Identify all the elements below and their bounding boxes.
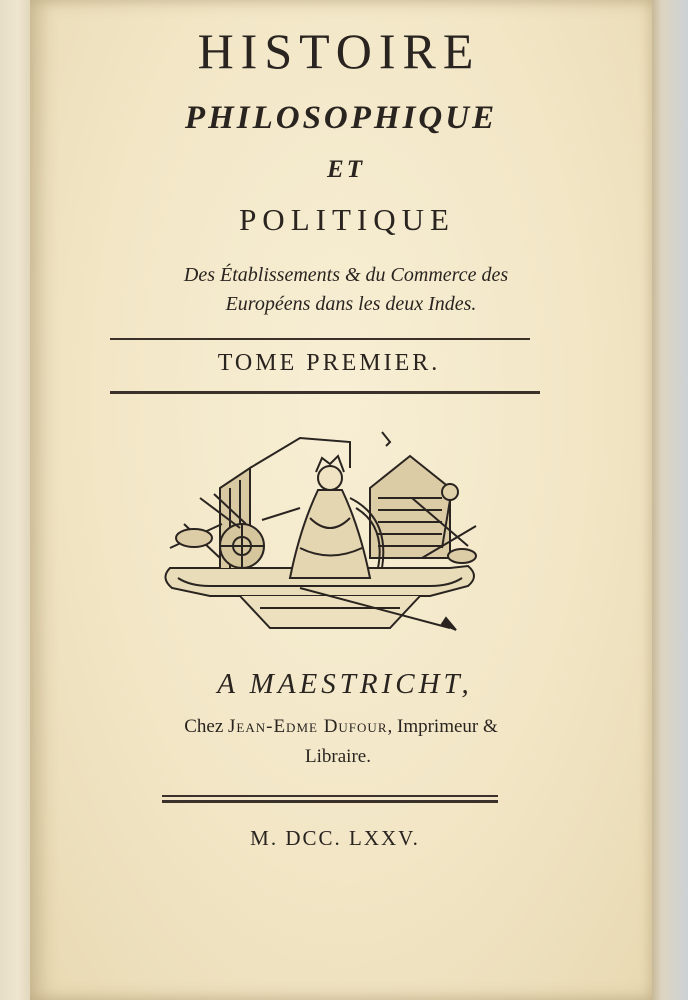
title-page <box>30 0 652 1000</box>
rule-below-volume <box>110 391 540 394</box>
title-sub: PHILOSOPHIQUE <box>184 100 498 136</box>
title-main: HISTOIRE <box>197 23 481 79</box>
description-line-2: Européens dans les deux Indes. <box>225 293 477 315</box>
book-right-edge <box>650 0 688 1000</box>
imprint-printer-line-2: Libraire. <box>305 746 371 767</box>
printer-prefix: Chez <box>184 716 229 737</box>
imprint-date: M. DCC. LXXV. <box>250 826 420 850</box>
imprint-printer-line-1 <box>30 716 652 738</box>
printer-name: Jean-Edme Dufour <box>228 716 388 737</box>
double-rule-bottom <box>162 800 498 803</box>
printer-suffix: , Imprimeur & <box>387 716 498 737</box>
imprint-place: A MAESTRICHT, <box>217 668 473 700</box>
double-rule-top <box>162 795 498 797</box>
title-conjunction: ET <box>327 156 365 183</box>
title-second: POLITIQUE <box>239 202 455 237</box>
description-line-1: Des Établissements & du Commerce des <box>183 264 509 286</box>
volume-label: TOME PREMIER. <box>217 350 441 376</box>
allegorical-woodcut-vignette-icon <box>150 428 490 638</box>
rule-above-volume <box>110 338 530 340</box>
